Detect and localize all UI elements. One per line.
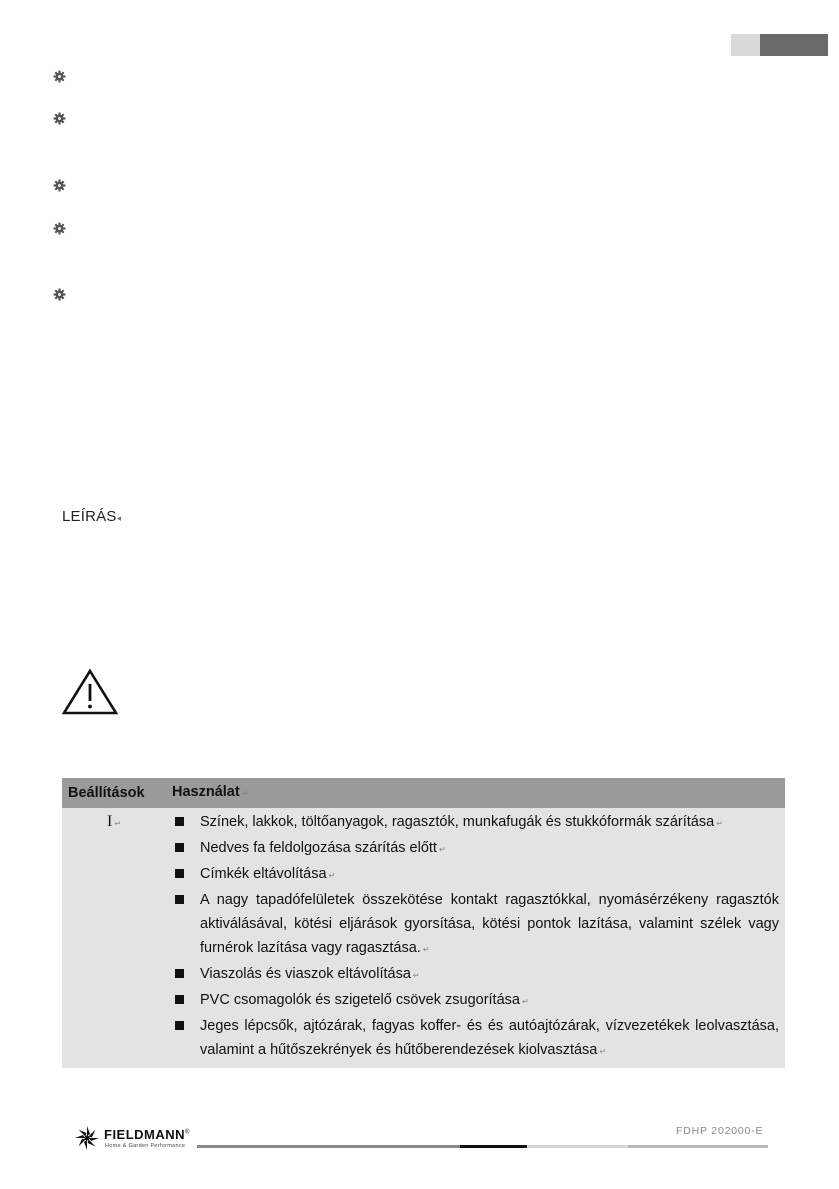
square-bullet-icon — [175, 843, 184, 852]
heading-paragraph-mark: ◂ — [116, 513, 122, 523]
column-header-settings: Beállítások — [62, 778, 166, 808]
list-item — [172, 862, 779, 888]
registered-mark: ® — [185, 1129, 190, 1136]
list-item-text: PVC csomagolók és szigetelő csövek zsugorítása — [200, 992, 520, 1008]
gear-bullet-icon — [53, 288, 66, 301]
list-item — [172, 1014, 779, 1064]
return-mark: ↵ — [412, 971, 420, 980]
return-mark: ↵ — [438, 845, 446, 854]
column-header-usage — [166, 778, 785, 808]
return-mark: ↵ — [422, 945, 430, 954]
brand-name-text: FIELDMANN — [104, 1127, 186, 1142]
list-item-text: Jeges lépcsők, ajtózárak, fagyas koffer- és és autóajtózárak, vízvezetékek leolvasztása, valamint a hűtőszekrények és hűtőberendezések kiolvasztása — [200, 1018, 779, 1058]
section-heading-text: LEÍRÁS — [62, 508, 117, 525]
square-bullet-icon — [175, 969, 184, 978]
column-header-usage-text: Használat — [172, 784, 240, 800]
gear-bullet-icon — [53, 112, 66, 125]
usage-cell — [166, 808, 785, 1068]
footer-line-black — [460, 1145, 527, 1148]
setting-cell — [62, 808, 166, 1068]
page-tab-light — [731, 34, 760, 56]
list-item-text: Címkék eltávolítása — [200, 866, 327, 882]
settings-usage-table — [62, 778, 785, 1068]
square-bullet-icon — [175, 1021, 184, 1030]
list-item — [172, 962, 779, 988]
fieldmann-logo-icon — [72, 1124, 102, 1152]
footer-line-silver — [628, 1145, 768, 1148]
return-mark: ↵ — [114, 819, 122, 828]
return-mark: ↵ — [716, 819, 723, 828]
section-heading — [62, 508, 121, 525]
footer-line-gray — [197, 1145, 460, 1148]
usage-list — [172, 810, 779, 1064]
page-tab-dark — [760, 34, 828, 56]
return-mark: ↵ — [328, 871, 336, 880]
list-item — [172, 988, 779, 1014]
setting-value: I — [106, 813, 113, 830]
gear-bullet-icon — [53, 70, 66, 83]
model-number: FDHP 202000-E — [676, 1125, 764, 1137]
square-bullet-icon — [175, 869, 184, 878]
list-item-text: Viaszolás és viaszok eltávolítása — [200, 966, 411, 982]
return-mark: ↵ — [521, 997, 529, 1006]
square-bullet-icon — [175, 895, 184, 904]
square-bullet-icon — [175, 995, 184, 1004]
brand-tagline: Home & Garden Performance — [105, 1143, 186, 1149]
warning-triangle-icon — [61, 668, 119, 716]
list-item — [172, 810, 779, 836]
footer-line-light — [527, 1145, 628, 1148]
list-item-text: Nedves fa feldolgozása szárítás előtt — [200, 840, 437, 856]
square-bullet-icon — [175, 817, 184, 826]
table-row — [62, 808, 785, 1068]
table-header-row — [62, 778, 785, 808]
return-mark: ↵ — [599, 1047, 607, 1056]
return-mark: ↵ — [241, 789, 249, 798]
list-item — [172, 888, 779, 962]
brand-name — [104, 1127, 190, 1142]
gear-bullet-icon — [53, 222, 66, 235]
list-item-text: A nagy tapadófelületek összekötése kontakt ragasztókkal, nyomásérzékeny ragasztók aktiválásával, kötési eljárások gyorsítása, kötési pontok lazítása, valamint szélek vagy furnérok lazítása vagy ragasztása. — [200, 892, 779, 956]
list-item-text: Színek, lakkok, töltőanyagok, ragasztók, munkafugák és stukkóformák szárítása — [200, 814, 715, 830]
list-item — [172, 836, 779, 862]
gear-bullet-icon — [53, 179, 66, 192]
